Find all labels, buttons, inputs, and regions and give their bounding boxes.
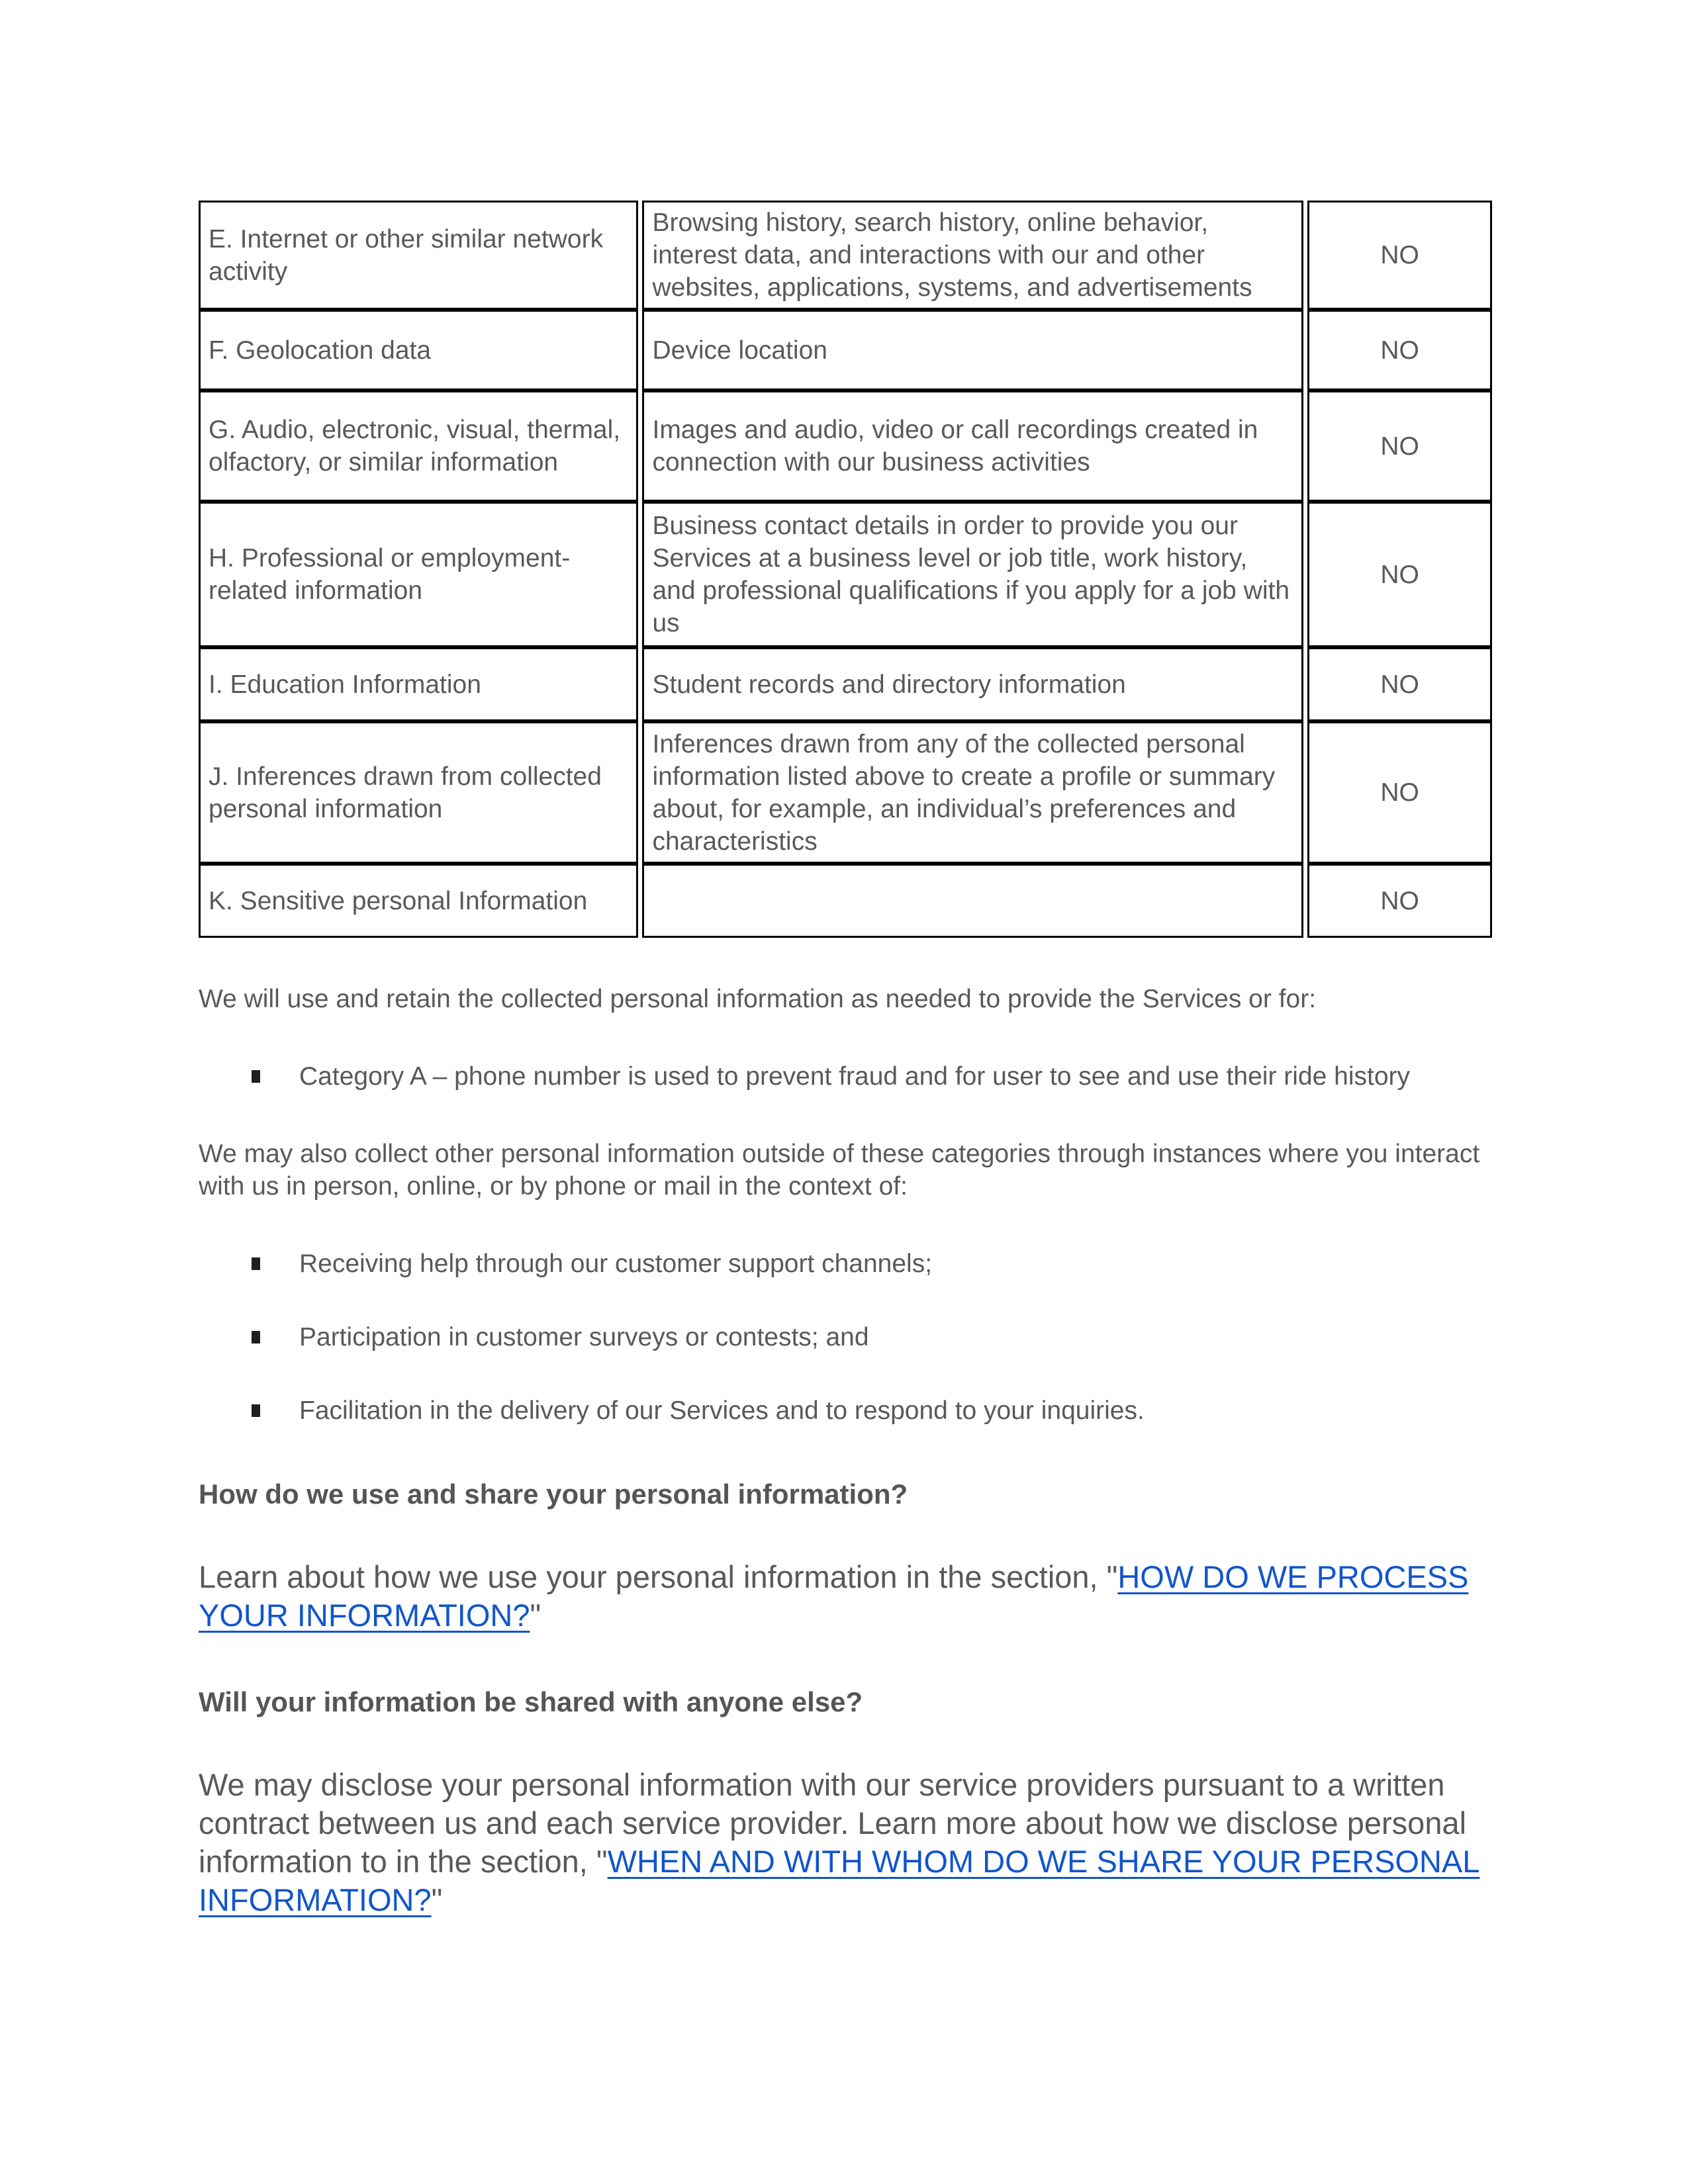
category-a-list bbox=[199, 1060, 1496, 1093]
table-row bbox=[199, 310, 1492, 390]
examples-cell: Device location bbox=[642, 310, 1303, 390]
table-row bbox=[199, 201, 1492, 310]
examples-cell: Inferences drawn from any of the collected personal information listed above to create a profile or summary about, for example, an individual’s preferences and characteristics bbox=[642, 721, 1303, 864]
disclose-paragraph bbox=[199, 1766, 1496, 1919]
list-item: Participation in customer surveys or contests; and bbox=[199, 1321, 1496, 1353]
category-cell: E. Internet or other similar network activity bbox=[199, 201, 638, 310]
table-row bbox=[199, 647, 1492, 721]
category-cell: G. Audio, electronic, visual, thermal, olfactory, or similar information bbox=[199, 390, 638, 502]
closing-quote: " bbox=[530, 1598, 541, 1633]
examples-cell: Images and audio, video or call recordings created in connection with our business activities bbox=[642, 390, 1303, 502]
examples-cell: Business contact details in order to provide you our Services at a business level or job title, work history, and professional qualifications if you apply for a job with us bbox=[642, 502, 1303, 647]
disclose-paragraph-text: We may disclose your personal information with our service providers pursuant to a written contract between us and each service provider. Learn more about how we disclose personal information to in the section, " bbox=[199, 1767, 1467, 1879]
retain-intro-paragraph: We will use and retain the collected personal information as needed to provide the Services or for: bbox=[199, 985, 1317, 1013]
shared-heading: Will your information be shared with anyone else? bbox=[199, 1686, 863, 1717]
list-item: Facilitation in the delivery of our Services and to respond to your inquiries. bbox=[199, 1394, 1496, 1427]
learn-paragraph-text: Learn about how we use your personal information in the section, " bbox=[199, 1559, 1118, 1594]
category-cell: J. Inferences drawn from collected personal information bbox=[199, 721, 638, 864]
collected-cell: NO bbox=[1307, 721, 1492, 864]
collected-cell: NO bbox=[1307, 647, 1492, 721]
closing-quote: " bbox=[431, 1882, 443, 1917]
table-row bbox=[199, 502, 1492, 647]
examples-cell bbox=[642, 864, 1303, 938]
collected-cell: NO bbox=[1307, 502, 1492, 647]
table-row bbox=[199, 390, 1492, 502]
collect-other-paragraph: We may also collect other personal information outside of these categories through instances where you interact with us in person, online, or by phone or mail in the context of: bbox=[199, 1140, 1480, 1201]
collected-cell: NO bbox=[1307, 310, 1492, 390]
list-item: Receiving help through our customer support channels; bbox=[199, 1248, 1496, 1280]
examples-cell: Browsing history, search history, online behavior, interest data, and interactions with our and other websites, applications, systems, and advertisements bbox=[642, 201, 1303, 310]
category-cell: F. Geolocation data bbox=[199, 310, 638, 390]
collected-cell: NO bbox=[1307, 201, 1492, 310]
use-share-heading: How do we use and share your personal information? bbox=[199, 1479, 908, 1510]
document-content bbox=[199, 201, 1496, 1966]
category-cell: H. Professional or employment-related information bbox=[199, 502, 638, 647]
category-cell: K. Sensitive personal Information bbox=[199, 864, 638, 938]
list-item: Category A – phone number is used to prevent fraud and for user to see and use their ride history bbox=[199, 1060, 1496, 1093]
when-and-with-whom-share-link[interactable]: WHEN AND WITH WHOM DO WE SHARE YOUR PERSONAL INFORMATION? bbox=[199, 1844, 1480, 1917]
examples-cell: Student records and directory information bbox=[642, 647, 1303, 721]
category-cell: I. Education Information bbox=[199, 647, 638, 721]
personal-information-categories-table bbox=[195, 201, 1496, 938]
collected-cell: NO bbox=[1307, 864, 1492, 938]
collection-context-list bbox=[199, 1248, 1496, 1427]
collected-cell: NO bbox=[1307, 390, 1492, 502]
how-do-we-process-your-information-link[interactable]: HOW DO WE PROCESS YOUR INFORMATION? bbox=[199, 1559, 1469, 1633]
table-row bbox=[199, 864, 1492, 938]
table-row bbox=[199, 721, 1492, 864]
learn-paragraph bbox=[199, 1558, 1496, 1635]
